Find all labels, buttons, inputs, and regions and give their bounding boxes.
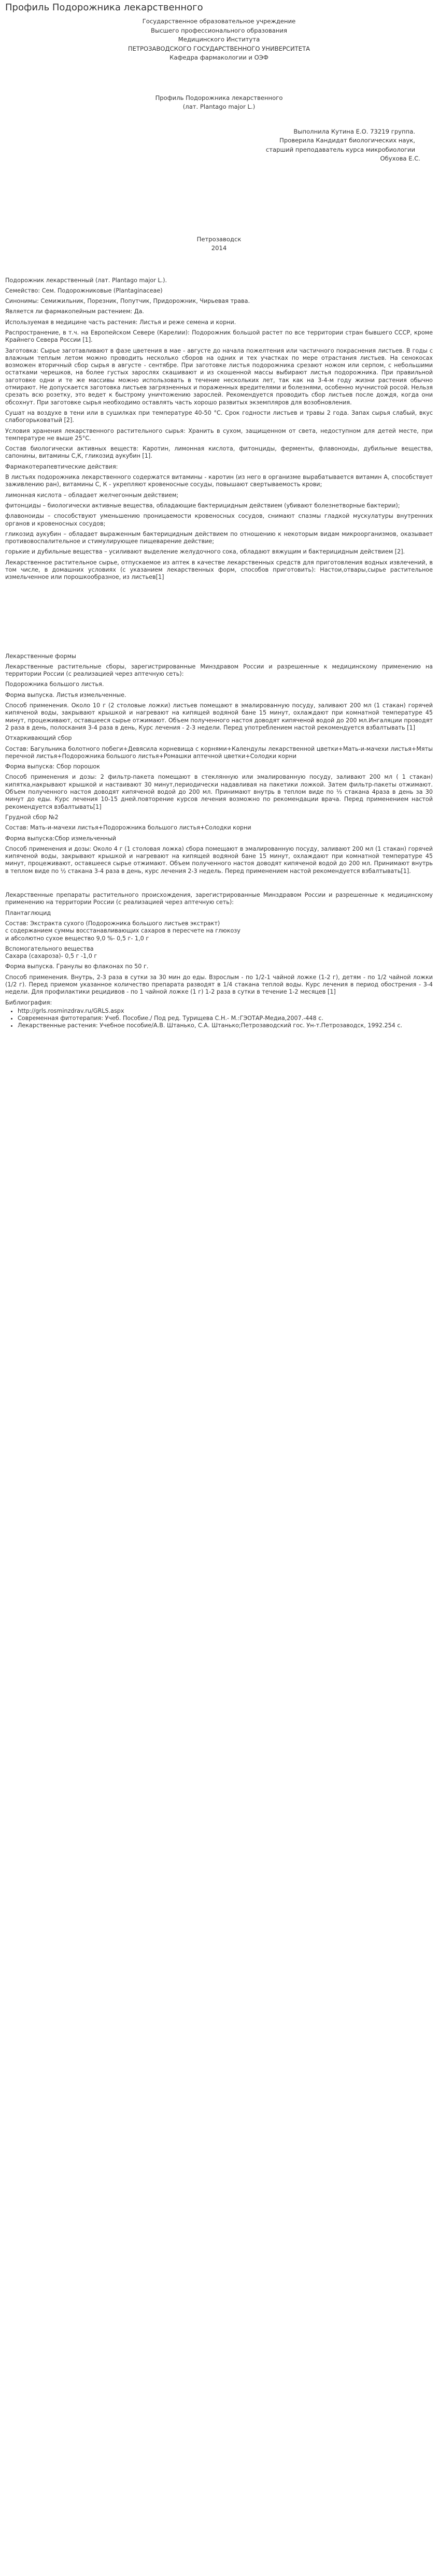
title-block [5,17,433,63]
profile-paragraph: В листьях подорожника лекарственного содержатся витамины - каротин (из него в организме вырабатывается витамин А, способствует заживлению ран), витамины С, К - укрепляют кровеносные сосуды, повышают свертываемость крови; [5,474,433,488]
profile-paragraph: Лекарственное растительное сырье, отпускаемое из аптек в качестве лекарственных средств для приготовления водных извлечений, в том числе, в домашних условиях (с указанием лекарственных форм, способов приготовить): Настои,отвары,сырье растительное измельченное или порошкообразное, из листьев[1] [5,559,433,581]
profile-paragraph: Синонимы: Семижильник, Порезник, Попутчик, Придорожник, Чирьевая трава. [5,298,250,305]
collection-composition: Состав: Багульника болотного побеги+Девясила корневища с корнями+Календулы лекарственной цветки+Мать-и-мачехи листья+Мяты перечной листья+Подорожника большого листья+Ромашки аптечной цветки+Солодки корни [5,745,433,760]
document-title: Профиль Подорожника лекарственного [5,2,203,13]
profile-paragraph: фитонциды – биологически активные вещества, обладающие бактерицидным действием (убивают болезнетворные бактерии); [5,502,400,509]
institution-line: Высшего профессионального образования [150,26,287,34]
place-year-block [5,235,433,253]
profile-paragraph: Семейство: Сем. Подорожниковые (Plantaginaceae) [5,287,163,294]
work-title-block [5,94,433,112]
composition-line: Состав: Экстракта сухого (Подорожника большого листьев экстракт) [5,920,220,927]
preparation-method: Способ применения. Внутрь, 2-3 раза в сутки за 30 мин до еды. Взрослым - по 1/2-1 чайной ложке (1-2 г), детям - по 1/2 чайной ложки (1/2 г). Перед приемом указанное количество препарата разводят в 1/4 стакана теплой воды. Курс лечения в период обострения - 3-4 недели. Для профилактики рецидивов - по 1 чайной ложке (1 г) 1-2 раза в сутки в течение 1-2 месяцев [1] [5,973,433,996]
profile-paragraph: Сушат на воздухе в тени или в сушилках при температуре 40-50 °С. Срок годности листьев и травы 2 года. Запах сырья слабый, вкус слабогорьковатый [2]. [5,409,433,424]
reviewer-name: Обухова Е.С. [380,155,420,162]
bibliography-list [5,1008,433,1030]
collection-method: Способ применения и дозы: Около 4 г (1 столовая ложка) сбора помещают в эмалированную посуду, заливают 200 мл (1 стакан) горячей кипяченой воды, закрывают крышкой и нагревают на кипящей водяной бане 15 минут, охлаждают при комнатной температуре 45 минут, процеживают, оставшееся сырье отжимают. Объем полученного настоя доводят кипяченой водой до 200 мл. Принимают внутрь в теплом виде по ½ стакана 3-4 раза в день, курс лечения 2-3 недель. Перед применением настой рекомендуется взбалтывать[1]. [5,845,433,875]
bibliography-item: • Современная фитотерапия: Учеб. Пособие./ Под ред. Турищева С.Н.- М.:ГЭОТАР-Медиа,2007.-448 с. [18,1015,433,1022]
bibliography-item: • Лекарственные растения: Учебное пособие/А.В. Штанько, С.А. Штанько;Петрозаводский гос. Ун-т.Петрозаводск, 1992.254 с. [18,1022,433,1029]
collection-title: Грудной сбор №2 [5,813,59,821]
work-title: Профиль Подорожника лекарственного [155,94,283,101]
author-line: Выполнила Кутина Е.О. 73219 группа. [293,127,415,135]
collection-form: Форма выпуска:Сбор измельченный [5,835,117,842]
work-subtitle: (лат. Plantago major L.) [182,103,256,110]
preparations-section [5,892,433,996]
collection-title: Отхаркивающий сбор [5,735,72,742]
item-form: Форма выпуска. Листья измельченные. [5,691,126,698]
profile-paragraph: Является ли фармакопейным растением: Да. [5,308,144,315]
profile-paragraph: гликозид аукубин – обладает выраженным бактерицидным действием по отношению к некоторым видам микроорганизмов, оказывает противовоспалительное и стимулирующее пищеварение действие; [5,530,433,545]
profile-paragraph: Состав биологически активных веществ: Каротин, лимонная кислота, фитонциды, ферменты, флавоноиды, дубильные вещества, сапонины, витамины С,К, гликозид аукубин [1]. [5,445,433,460]
bibliography-heading: Библиография: [5,999,52,1006]
profile-paragraph: Заготовка: Сырье заготавливают в фазе цветения в мае - августе до начала пожелтения или частичного покраснения листьев. В годы с влажным теплым летом можно проводить несколько сборов на одних и тех участках по мере отрастания листьев. На сенокосах возможен вторичный сбор сырья в августе - сентябре. При заготовке листья подорожника срезают ножом или серпом, с небольшими остатками черешков, на более густых зарослях скашивают и из скошенной массы выбирают листья подорожника. При правильной заготовке одни и те же массивы можно использовать в течение нескольких лет, так как на 3-4-м году жизни растения обычно отмирают. Не допускается заготовка листьев загрязненных и пораженных вредителями и болезнями, особенно мучнистой росой. Нельзя срезать всю розетку, это ведет к быстрому уничтожению зарослей. Рекомендуется проводить сбор листьев после дождя, когда они обсохнут. При заготовке сырья необходимо оставлять часть хорошо развитых экземпляров для возобновления. [5,347,433,406]
preparation-name: Плантаглюцид [5,909,51,916]
profile-paragraph: флавоноиды – способствуют уменьшению проницаемости кровеносных сосудов, снимают спазмы гладкой мускулатуры внутренних органов и кровеносных сосудов; [5,513,433,527]
profile-paragraph: горькие и дубильные вещества – усиливают выделение желудочного сока, обладают вяжущим и бактерицидным действием [2]. [5,548,405,556]
excipient-line: Вспомогательного вещества [5,945,94,952]
institution-line: ПЕТРОЗАВОДСКОГО ГОСУДАРСТВЕННОГО УНИВЕРСИТЕТА [128,45,310,52]
preparation-form: Форма выпуска. Гранулы во флаконах по 50 г. [5,963,149,970]
profile-paragraph: Фармакотерапевтические действия: [5,463,118,470]
profile-section [5,277,433,581]
year: 2014 [211,244,227,252]
profile-paragraph: Подорожник лекарственный (лат. Plantago major L.). [5,276,167,284]
profile-paragraph: Используемая в медицине часть растения: Листья и реже семена и корни. [5,318,236,326]
forms-section [5,653,433,875]
bibliography-section [5,999,433,1030]
composition-line: с содержанием суммы восстанавливающих сахаров в пересчете на глюкозу [5,927,240,935]
institution-line: Государственное образовательное учреждение [142,18,296,25]
department-line: Кафедра фармакологии и ОЭФ [169,54,268,61]
composition-line: и абсолютно сухое вещество 9,0 %- 0,5 г- 1,0 г [5,935,149,942]
profile-paragraph: Условия хранения лекарственного растительного сырья: Хранить в сухом, защищенном от света, недоступном для детей месте, при температуре не выше 25°С. [5,427,433,442]
institution-line: Медицинского Института [178,36,260,43]
preparations-intro: Лекарственные препараты растительного происхождения, зарегистрированные Минздравом России и разрешенные к медицинскому применению на территории России (с реализацией через аптечную сеть): [5,892,433,906]
profile-paragraph: Распространение, в т.ч. на Европейском Севере (Карелии): Подорожник большой растет по все территории стран бывшего СССР, кроме Крайнего Севера России [1]. [5,329,433,344]
reviewer-line: старший преподаватель курса микробиологии [265,145,415,153]
bibliography-item: • http://grls.rosminzdrav.ru/GRLS.aspx [18,1008,433,1015]
preparation-composition [5,920,433,942]
section-heading: Лекарственные формы [5,652,76,660]
collection-method: Способ применения и дозы: 2 фильтр-пакета помещают в стеклянную или эмалированную посуду, заливают 200 мл ( 1 стакан) кипятка,накрывают крышкой и настаивают 30 минут,периодически надавливая на пакетики ложкой. Затем фильтр-пакеты отжимают. Объем полученного настоя доводят кипяченой водой до 200 мл. Принимают внутрь в теплом виде по ⅓ стакана 4раза в день за 30 минут до еды. Курс лечения 10-15 дней.повторение курсов лечения возможно по рекомендации врача. Перед применением настой рекомендуется взбалтывать[1] [5,774,433,810]
excipient-line: Сахара (сахароза)- 0,5 г -1,0 г [5,953,97,960]
profile-paragraph: лимонная кислота – обладает желчегонным действием; [5,491,179,499]
reviewer-line: Проверила Кандидат биологических наук, [279,137,415,144]
preparation-excipients [5,945,433,960]
authors-block [5,127,433,164]
collection-composition: Состав: Мать-и-мачехи листья+Подорожника большого листья+Солодки корни [5,824,251,832]
collection-form: Форма выпуска: Сбор порошок [5,763,101,770]
item-title: Подорожника большого листья. [5,681,104,688]
item-method: Способ применения. Около 10 г (2 столовые ложки) листьев помещают в эмалированную посуду, заливают 200 мл (1 стакан) горячей кипяченой воды, закрывают крышкой и нагревают на кипящей водяной бане 15 минут, охлаждают при комнатной температуре 45 минут, процеживают, оставшееся сырье отжимают. Объем полученного настоя доводят кипяченой водой до 200 мл.Ингаляции проводят 2 раза в день, полоскания 3-4 раза в день, Курс лечения - 2-3 недели. Перед употреблением настой рекомендуется взбалтывать [1] [5,702,433,731]
document-page [0,0,439,1036]
place: Петрозаводск [196,235,242,243]
forms-intro: Лекарственные растительные сборы, зарегистрированные Минздравом России и разрешенные к медицинскому применению на территории России (с реализацией через аптечную сеть): [5,663,433,678]
